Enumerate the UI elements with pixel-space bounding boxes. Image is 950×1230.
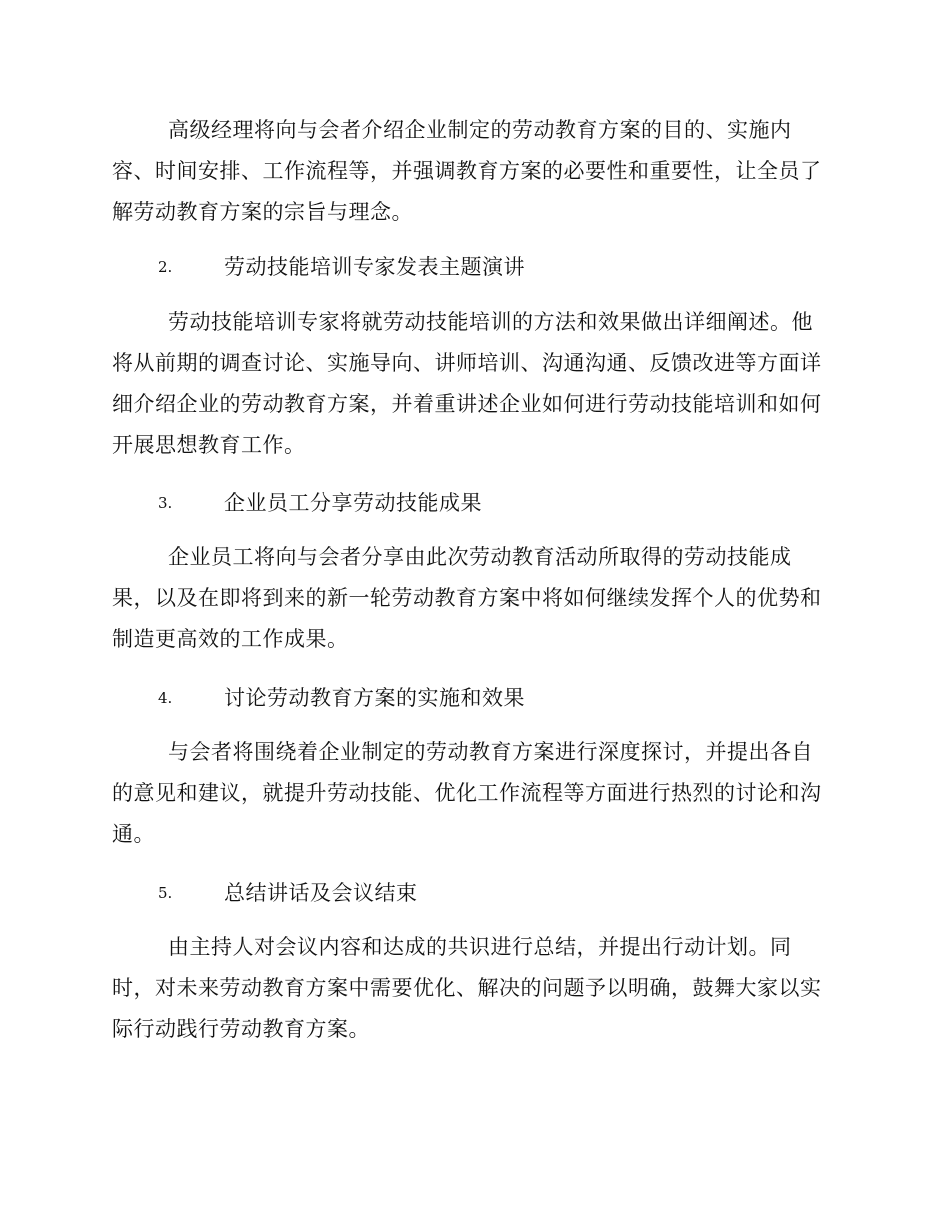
paragraph-line: 细介绍企业的劳动教育方案，并着重讲述企业如何进行劳动技能培训和如何 — [112, 392, 822, 416]
paragraph-line: 开展思想教育工作。 — [112, 433, 306, 457]
paragraph-line: 将从前期的调查讨论、实施导向、讲师培训、沟通沟通、反馈改进等方面详 — [112, 351, 822, 375]
section-title: 企业员工分享劳动技能成果 — [224, 491, 482, 515]
paragraph-expert-speech — [112, 302, 822, 466]
paragraph-line: 劳动技能培训专家将就劳动技能培训的方法和效果做出详细阐述。他 — [168, 310, 813, 334]
paragraph-line: 与会者将围绕着企业制定的劳动教育方案进行深度探讨，并提出各自 — [168, 740, 813, 764]
paragraph-discussion — [112, 732, 822, 855]
paragraph-employee-sharing — [112, 537, 822, 660]
section-title: 总结讲话及会议结束 — [224, 881, 418, 905]
paragraph-line: 果，以及在即将到来的新一轮劳动教育方案中将如何继续发挥个人的优势和 — [112, 586, 822, 610]
paragraph-line: 容、时间安排、工作流程等，并强调教育方案的必要性和重要性，让全员了 — [112, 159, 822, 183]
section-number: 4. — [158, 689, 173, 707]
paragraph-line: 解劳动教育方案的宗旨与理念。 — [112, 200, 413, 224]
paragraph-line: 通。 — [112, 822, 155, 846]
section-number: 2. — [158, 258, 173, 276]
paragraph-closing — [112, 927, 822, 1050]
paragraph-line: 企业员工将向与会者分享由此次劳动教育活动所取得的劳动技能成 — [168, 545, 792, 569]
paragraph-line: 时，对未来劳动教育方案中需要优化、解决的问题予以明确，鼓舞大家以实 — [112, 976, 822, 1000]
section-title: 讨论劳动教育方案的实施和效果 — [224, 686, 525, 710]
paragraph-intro — [112, 110, 822, 233]
paragraph-line: 际行动践行劳动教育方案。 — [112, 1017, 370, 1041]
paragraph-line: 的意见和建议，就提升劳动技能、优化工作流程等方面进行热烈的讨论和沟 — [112, 781, 822, 805]
paragraph-line: 高级经理将向与会者介绍企业制定的劳动教育方案的目的、实施内 — [168, 118, 792, 142]
paragraph-line: 由主持人对会议内容和达成的共识进行总结，并提出行动计划。同 — [168, 935, 792, 959]
section-title: 劳动技能培训专家发表主题演讲 — [224, 255, 525, 279]
section-number: 5. — [158, 884, 173, 902]
section-number: 3. — [158, 494, 173, 512]
paragraph-line: 制造更高效的工作成果。 — [112, 627, 349, 651]
